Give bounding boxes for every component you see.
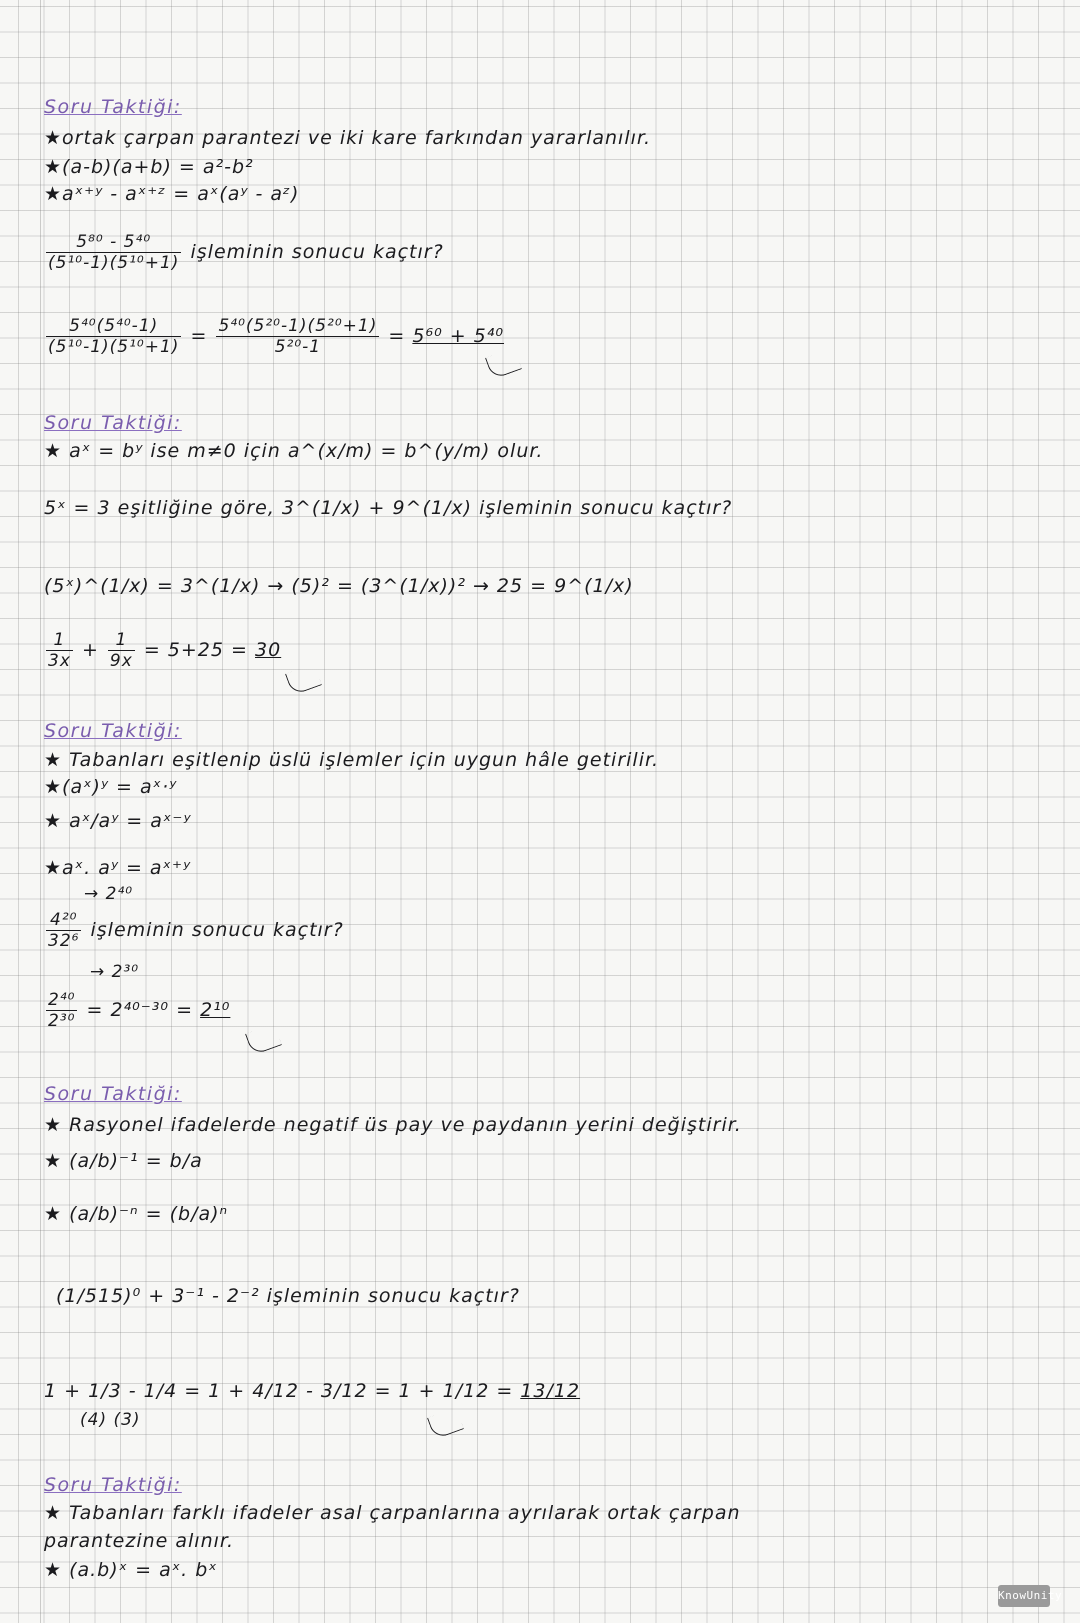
result: 5⁶⁰ + 5⁴⁰	[412, 325, 505, 347]
section-heading: Soru Taktiği:	[44, 1474, 182, 1496]
section-heading: Soru Taktiği:	[44, 720, 182, 742]
question-line	[44, 232, 444, 273]
result: 13/12	[520, 1380, 581, 1402]
question-text: işleminin sonucu kaçtır?	[90, 919, 344, 941]
section-heading: Soru Taktiği:	[44, 1083, 182, 1105]
tip-line: ★ aˣ = bʸ ise m≠0 için a^(x/m) = b^(y/m) olur.	[44, 440, 544, 462]
question-text: işleminin sonucu kaçtır?	[190, 241, 444, 263]
question-line	[56, 1285, 520, 1307]
section-heading: Soru Taktiği:	[44, 412, 182, 434]
solution-line: $\frac{1}{3x}$ + $\frac{1}{9x}$ = 5+25 = 30	[48, 630, 282, 671]
question-fraction: $\frac{\text{5⁸⁰ - 5⁴⁰}}{\text{(5¹⁰-1)(5¹⁰+1)}}$	[48, 232, 180, 273]
tip-line: ★ aˣ/aʸ = aˣ⁻ʸ	[44, 810, 192, 832]
tip-line: ★ Rasyonel ifadelerde negatif üs pay ve paydanın yerini değiştirir.	[44, 1114, 742, 1136]
note: (4) (3)	[80, 1410, 141, 1430]
result: 30	[255, 639, 282, 661]
question-text: 5ˣ = 3 eşitliğine göre, 3^(1/x) + 9^(1/x) işleminin sonucu kaçtır?	[44, 497, 733, 519]
tip-line: ★ortak çarpan parantezi ve iki kare farkından yararlanılır.	[44, 127, 651, 149]
tip-line: ★(a-b)(a+b) = a²-b²	[44, 156, 254, 178]
tip-line: parantezine alınır.	[44, 1530, 234, 1552]
section-heading: Soru Taktiği:	[44, 96, 182, 118]
tip-line: ★aˣ⁺ʸ - aˣ⁺ᶻ = aˣ(aʸ - aᶻ)	[44, 183, 300, 205]
margin-line	[40, 0, 41, 1623]
note: → 2³⁰	[90, 962, 140, 982]
question-line: $\frac{\text{4²⁰}}{\text{32⁶}}$ işleminin sonucu kaçtır?	[48, 910, 344, 951]
note: → 2⁴⁰	[84, 884, 134, 904]
tip-line: ★aˣ. aʸ = aˣ⁺ʸ	[44, 857, 192, 879]
question-expr: (1/515)⁰ + 3⁻¹ - 2⁻²	[56, 1285, 260, 1307]
tip-line: ★ (a/b)⁻ⁿ = (b/a)ⁿ	[44, 1203, 229, 1225]
tip-line: ★ (a.b)ˣ = aˣ. bˣ	[44, 1559, 218, 1581]
solution-line: $\frac{\text{2⁴⁰}}{\text{2³⁰}}$ = 2⁴⁰⁻³⁰ = 2¹⁰	[48, 990, 231, 1031]
solution-line: $\frac{\text{5⁴⁰(5⁴⁰-1)}}{\text{(5¹⁰-1)(5¹⁰+1)}}$ = $\frac{\text{5⁴⁰(5²⁰-1)(5²⁰+1)}}{\text{5²⁰-1}}$ = 5⁶⁰ + 5⁴⁰	[48, 316, 505, 357]
tip-line: ★ (a/b)⁻¹ = b/a	[44, 1150, 203, 1172]
tip-line: ★(aˣ)ʸ = aˣ·ʸ	[44, 776, 178, 798]
result: 2¹⁰	[200, 999, 231, 1021]
watermark-logo: KnowUnity	[998, 1585, 1050, 1607]
solution-line: (5ˣ)^(1/x) = 3^(1/x) → (5)² = (3^(1/x))² → 25 = 9^(1/x)	[44, 575, 634, 597]
tip-line: ★ Tabanları farklı ifadeler asal çarpanlarına ayrılarak ortak çarpan	[44, 1502, 741, 1524]
question-text: işleminin sonucu kaçtır?	[266, 1285, 520, 1307]
tip-line: ★ Tabanları eşitlenip üslü işlemler için uygun hâle getirilir.	[44, 749, 660, 771]
solution-line: 1 + 1/3 - 1/4 = 1 + 4/12 - 3/12 = 1 + 1/12 = 13/12	[44, 1380, 581, 1402]
